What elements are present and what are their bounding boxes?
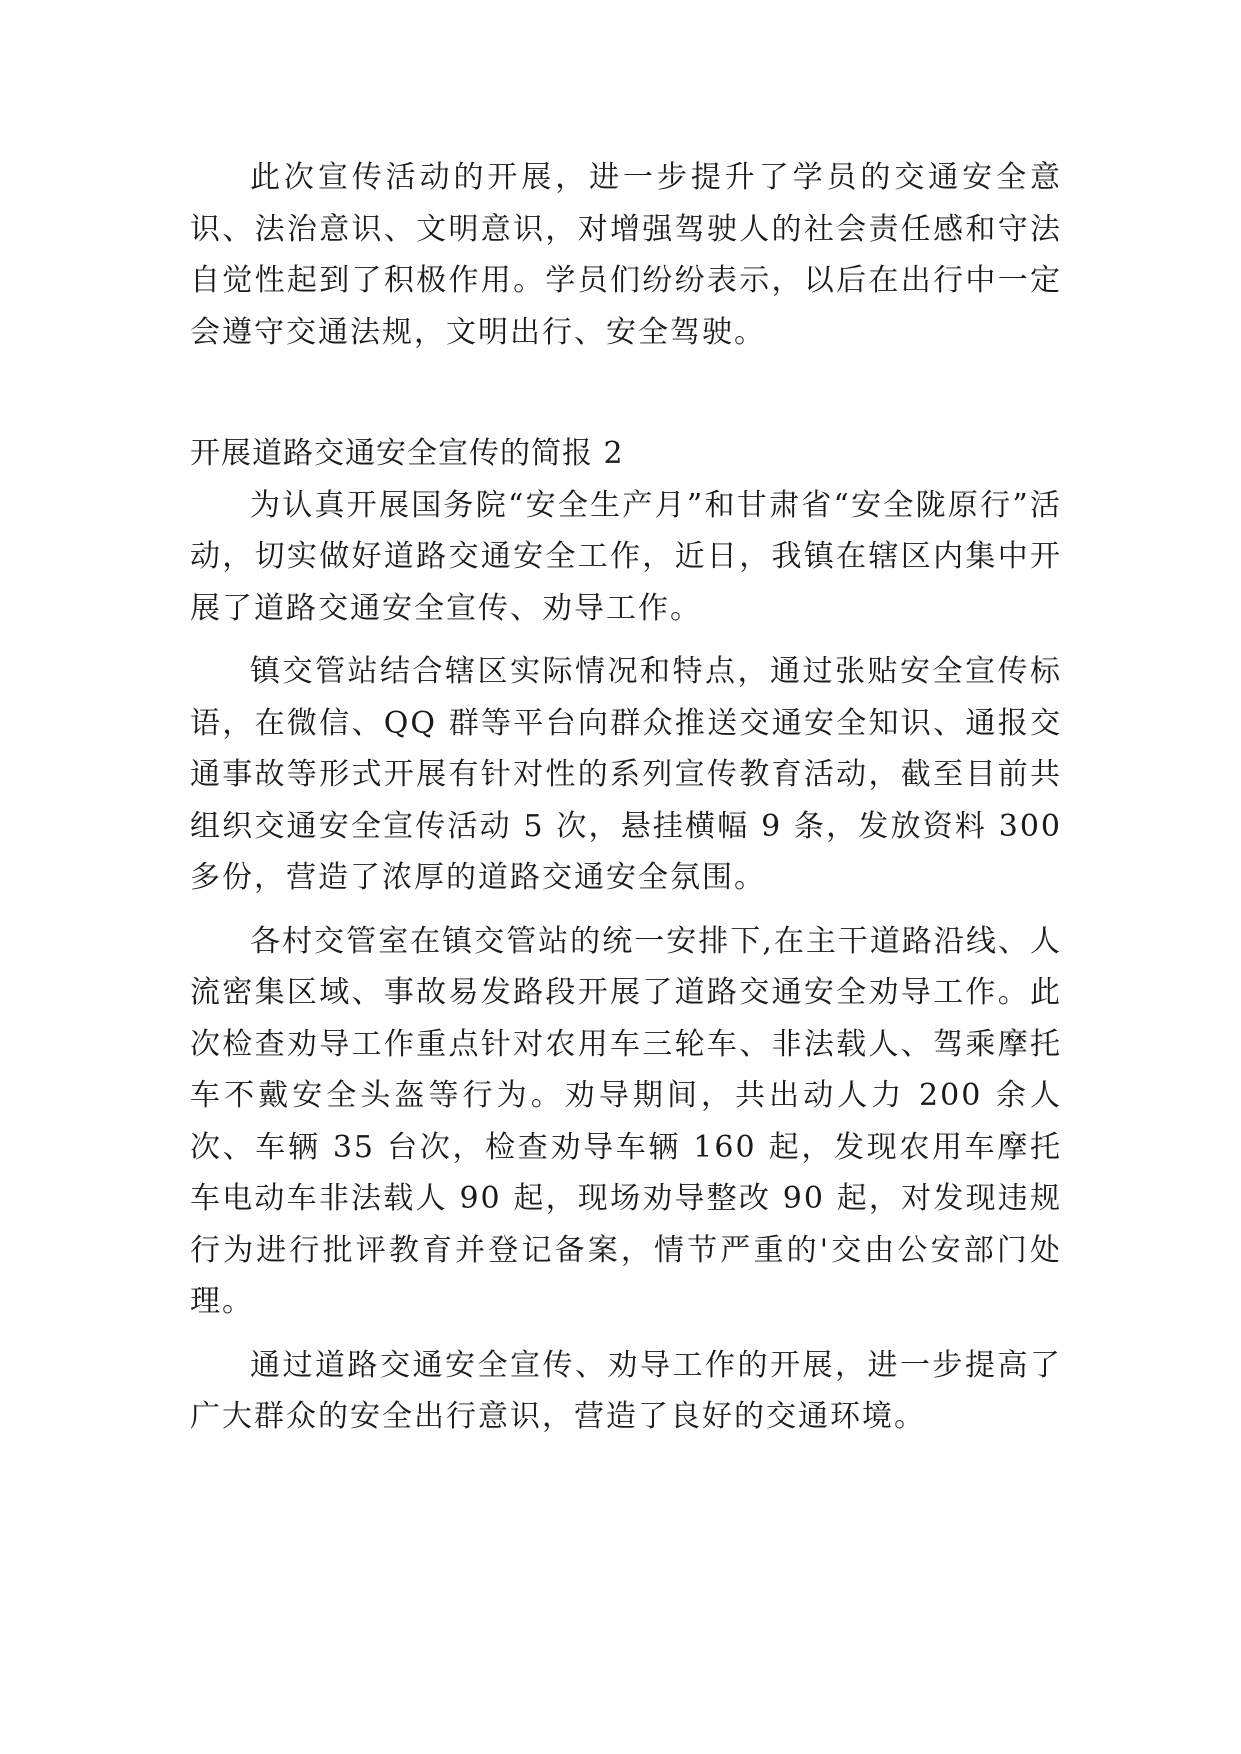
body-paragraph: 各村交管室在镇交管站的统一安排下,在主干道路沿线、人流密集区域、事故易发路段开展了道路交通安全劝导工作。此次检查劝导工作重点针对农用车三轮车、非法载人、驾乘摩托车不戴安全头盔等行为。劝导期间，共出动人力 200 余人次、车辆 35 台次，检查劝导车辆 160 起，发现农用车摩托车电动车非法载人 90 起，现场劝导整改 90 起，对发现违规行为进行批评教育并登记备案，情节严重的'交由公安部门处理。 [190, 923, 1062, 1319]
body-paragraph: 镇交管站结合辖区实际情况和特点，通过张贴安全宣传标语，在微信、QQ 群等平台向群众推送交通安全知识、通报交通事故等形式开展有针对性的系列宣传教育活动，截至目前共组织交通安全宣传活动 5 次，悬挂横幅 9 条，发放资料 300 多份，营造了浓厚的道路交通安全氛围。 [190, 654, 1062, 895]
document-body [190, 152, 1062, 1443]
body-paragraph: 为认真开展国务院“安全生产月”和甘肃省“安全陇原行”活动，切实做好道路交通安全工作，近日，我镇在辖区内集中开展了道路交通安全宣传、劝导工作。 [190, 487, 1062, 626]
section-spacer [190, 358, 1062, 428]
body-paragraph: 通过道路交通安全宣传、劝导工作的开展，进一步提高了广大群众的安全出行意识，营造了良好的交通环境。 [190, 1347, 1062, 1434]
body-paragraph: 此次宣传活动的开展，进一步提升了学员的交通安全意识、法治意识、文明意识，对增强驾驶人的社会责任感和守法自觉性起到了积极作用。学员们纷纷表示，以后在出行中一定会遵守交通法规，文明出行、安全驾驶。 [190, 160, 1062, 350]
section-title: 开展道路交通安全宣传的简报 2 [190, 436, 624, 471]
